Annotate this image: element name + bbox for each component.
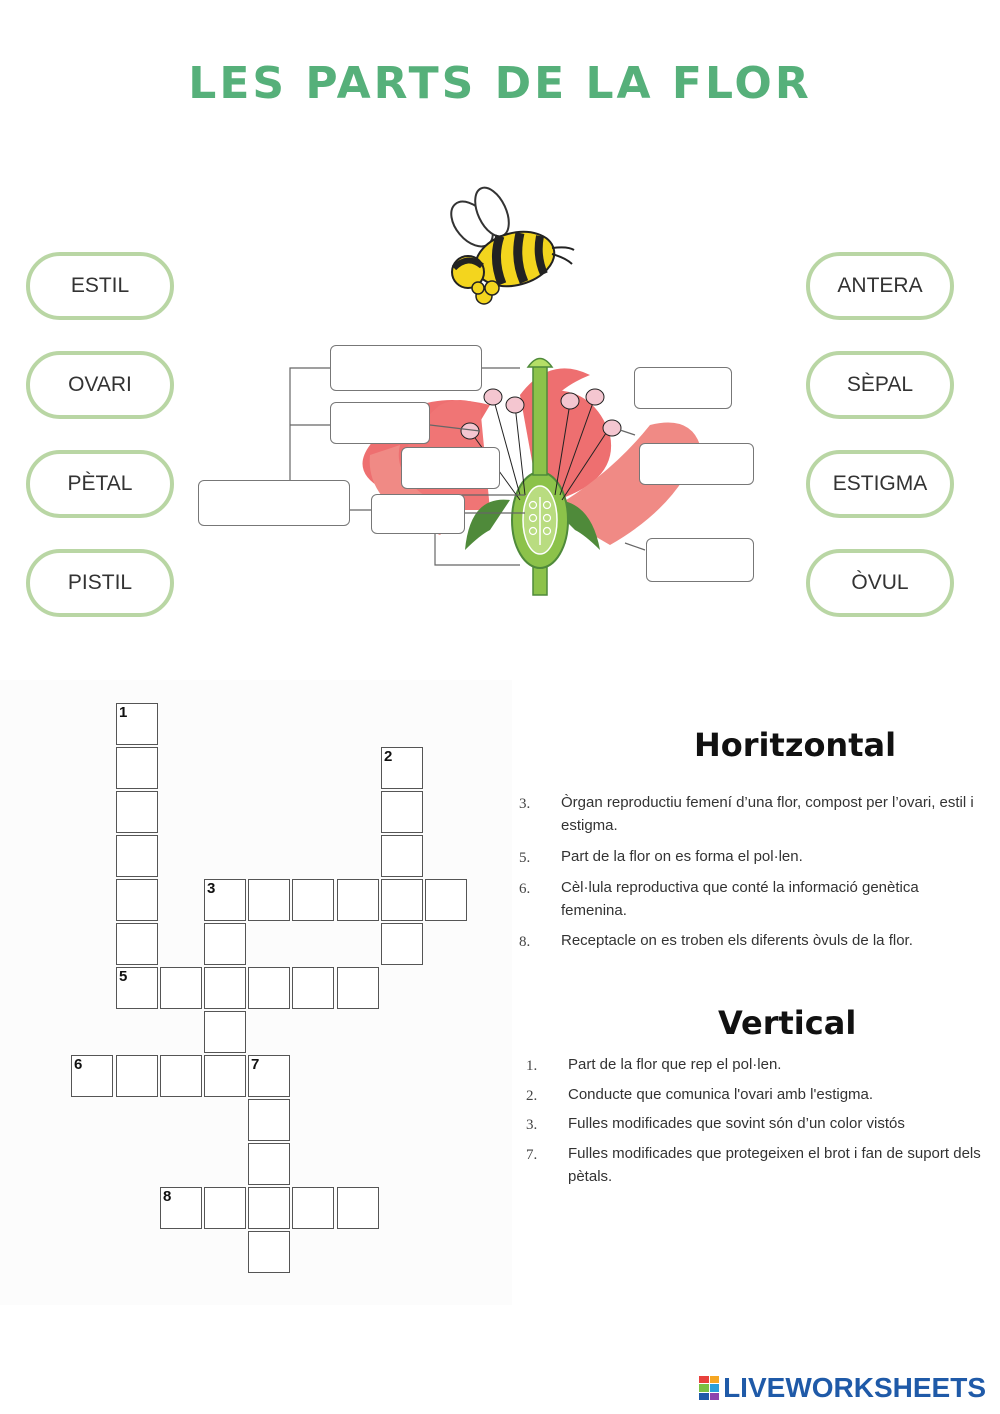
crossword-cell[interactable] bbox=[337, 967, 379, 1009]
clue-number-2: 2 bbox=[384, 748, 393, 765]
clue-num: 3. bbox=[526, 1117, 538, 1133]
crossword-cell[interactable] bbox=[425, 879, 467, 921]
crossword-cell[interactable] bbox=[160, 1187, 202, 1229]
word-pill-ovul[interactable]: ÒVUL bbox=[806, 549, 954, 617]
word-pill-petal[interactable]: PÈTAL bbox=[26, 450, 174, 518]
crossword-cell[interactable] bbox=[248, 879, 290, 921]
crossword-cell[interactable] bbox=[116, 923, 158, 965]
crossword-cell[interactable] bbox=[116, 835, 158, 877]
clue-number-1: 1 bbox=[119, 704, 128, 721]
label-dropzone-1[interactable] bbox=[330, 345, 482, 391]
clue-text: Receptacle on es troben els diferents òvuls de la flor. bbox=[561, 932, 913, 949]
clue-item bbox=[526, 1112, 986, 1135]
clue-item bbox=[526, 1083, 986, 1106]
crossword-cell[interactable] bbox=[292, 967, 334, 1009]
label-dropzone-2[interactable] bbox=[330, 402, 430, 444]
crossword-cell[interactable] bbox=[248, 1187, 290, 1229]
clue-number-6: 6 bbox=[74, 1056, 83, 1073]
crossword-cell[interactable] bbox=[381, 923, 423, 965]
crossword-cell[interactable] bbox=[71, 1055, 113, 1097]
crossword-cell[interactable] bbox=[204, 879, 246, 921]
word-pill-ovari[interactable]: OVARI bbox=[26, 351, 174, 419]
crossword-cell[interactable] bbox=[116, 703, 158, 745]
clue-text: Fulles modificades que protegeixen el brot i fan de suport dels pètals. bbox=[568, 1145, 981, 1185]
crossword-cell[interactable] bbox=[292, 1187, 334, 1229]
crossword-cell[interactable] bbox=[381, 791, 423, 833]
crossword-cell[interactable] bbox=[381, 747, 423, 789]
horizontal-heading: Horitzontal bbox=[694, 726, 897, 764]
label-dropzone-5[interactable] bbox=[371, 494, 465, 534]
clue-text: Conducte que comunica l'ovari amb l'estigma. bbox=[568, 1086, 874, 1103]
vertical-heading: Vertical bbox=[718, 1004, 857, 1042]
crossword-cell[interactable] bbox=[116, 967, 158, 1009]
crossword-cell[interactable] bbox=[381, 879, 423, 921]
crossword-cell[interactable] bbox=[116, 1055, 158, 1097]
clue-number-7: 7 bbox=[251, 1056, 260, 1073]
clue-item bbox=[519, 876, 979, 922]
crossword-cell[interactable] bbox=[248, 967, 290, 1009]
crossword-cell[interactable] bbox=[248, 1143, 290, 1185]
clue-num: 2. bbox=[526, 1088, 538, 1104]
clue-text: Cèl·lula reproductiva que conté la informació genètica femenina. bbox=[561, 879, 919, 919]
clue-number-8: 8 bbox=[163, 1188, 172, 1205]
clue-text: Òrgan reproductiu femení d’una flor, compost per l’ovari, estil i estigma. bbox=[561, 794, 974, 834]
crossword-cell[interactable] bbox=[248, 1099, 290, 1141]
label-dropzone-8[interactable] bbox=[646, 538, 754, 582]
crossword-cell[interactable] bbox=[248, 1231, 290, 1273]
crossword-cell[interactable] bbox=[204, 967, 246, 1009]
word-pill-antera[interactable]: ANTERA bbox=[806, 252, 954, 320]
word-pill-estil[interactable]: ESTIL bbox=[26, 252, 174, 320]
clue-num: 8. bbox=[519, 934, 531, 950]
crossword-cell[interactable] bbox=[116, 747, 158, 789]
crossword-cell[interactable] bbox=[204, 1055, 246, 1097]
crossword-cell[interactable] bbox=[160, 967, 202, 1009]
crossword-cell[interactable] bbox=[292, 879, 334, 921]
liveworksheets-logo-icon bbox=[699, 1376, 719, 1400]
clue-num: 7. bbox=[526, 1147, 538, 1163]
crossword-cell[interactable] bbox=[116, 879, 158, 921]
clue-item bbox=[519, 845, 979, 868]
clue-item bbox=[526, 1142, 986, 1188]
word-pill-estigma[interactable]: ESTIGMA bbox=[806, 450, 954, 518]
bee-illustration bbox=[440, 184, 580, 314]
word-pill-pistil[interactable]: PISTIL bbox=[26, 549, 174, 617]
label-dropzone-7[interactable] bbox=[639, 443, 754, 485]
clue-item bbox=[526, 1053, 986, 1076]
label-dropzone-3[interactable] bbox=[401, 447, 500, 489]
crossword-cell[interactable] bbox=[160, 1055, 202, 1097]
word-pill-sepal[interactable]: SÈPAL bbox=[806, 351, 954, 419]
label-dropzone-6[interactable] bbox=[634, 367, 732, 409]
brand-name: LIVEWORKSHEETS bbox=[723, 1372, 986, 1403]
clue-text: Part de la flor que rep el pol·len. bbox=[568, 1056, 782, 1073]
crossword-cell[interactable] bbox=[116, 791, 158, 833]
label-dropzone-4[interactable] bbox=[198, 480, 350, 526]
clue-item bbox=[519, 929, 979, 952]
crossword-cell[interactable] bbox=[381, 835, 423, 877]
crossword-cell[interactable] bbox=[337, 1187, 379, 1229]
crossword-cell[interactable] bbox=[204, 1011, 246, 1053]
clue-num: 5. bbox=[519, 850, 531, 866]
clue-number-3: 3 bbox=[207, 880, 216, 897]
clue-num: 6. bbox=[519, 881, 531, 897]
clue-number-5: 5 bbox=[119, 968, 128, 985]
clue-text: Fulles modificades que sovint són d’un color vistós bbox=[568, 1115, 905, 1132]
clue-text: Part de la flor on es forma el pol·len. bbox=[561, 848, 803, 865]
clue-num: 3. bbox=[519, 796, 531, 812]
crossword-cell[interactable] bbox=[204, 923, 246, 965]
footer-brand bbox=[699, 1372, 986, 1404]
page-title: LES PARTS DE LA FLOR bbox=[188, 58, 812, 109]
crossword-cell[interactable] bbox=[337, 879, 379, 921]
clue-item bbox=[519, 791, 979, 837]
clue-num: 1. bbox=[526, 1058, 538, 1074]
crossword-cell[interactable] bbox=[248, 1055, 290, 1097]
crossword-cell[interactable] bbox=[204, 1187, 246, 1229]
